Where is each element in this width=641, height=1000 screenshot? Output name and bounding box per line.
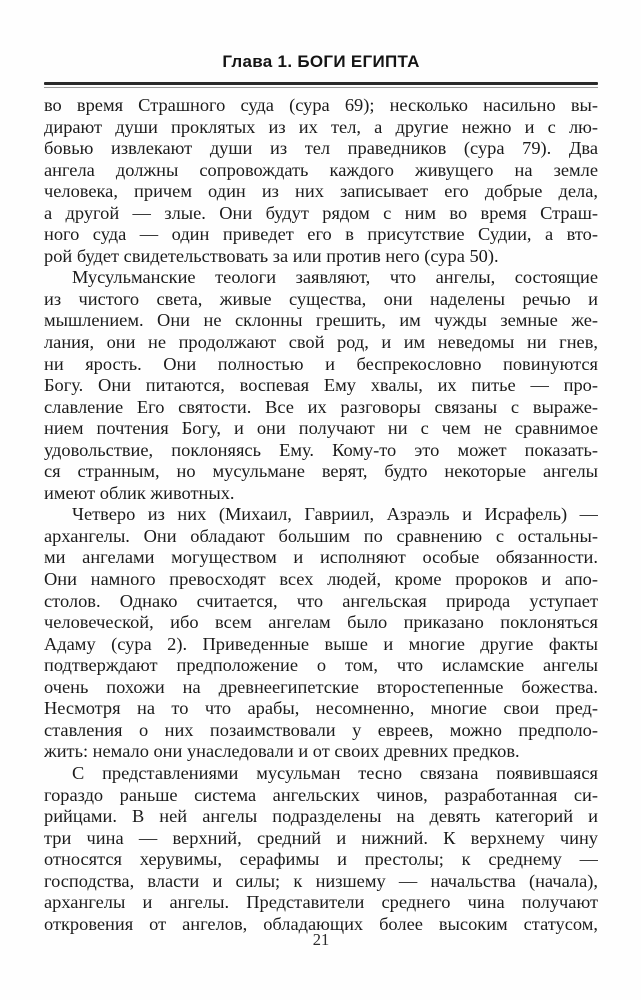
text-line: ни ярость. Они полностью и беспрекословно повинуются: [44, 353, 598, 374]
text-line: подтверждают предположение о том, что исламские ангелы: [44, 655, 598, 676]
text-line: Богу. Они питаются, воспевая Ему хвалы, их питье — про-: [44, 375, 598, 396]
text-line: архангелы. Они обладают большим по сравнению с остальны-: [44, 525, 598, 546]
text-line: Четверо из них (Михаил, Гавриил, Азраэль и Исрафель) —: [72, 504, 598, 525]
text-line: лания, они не продолжают свой род, и им неведомы ни гнев,: [44, 332, 598, 353]
text-line: нием почтения Богу, и они получают ни с чем не сравнимое: [44, 418, 598, 439]
text-line: жить: немало они унаследовали и от своих древних предков.: [44, 741, 520, 762]
text-line: ного суда — один приведет его в присутствие Судии, а вто-: [44, 224, 598, 245]
text-line: архангелы и ангелы. Представители среднего чина получают: [44, 892, 598, 913]
text-line: господства, власти и силы; к низшему — начальства (начала),: [44, 870, 598, 891]
text-line: из чистого света, живые существа, они наделены речью и: [44, 288, 598, 309]
text-line: три чина — верхний, средний и нижний. К верхнему чину: [44, 827, 598, 848]
text-line: рой будет свидетельствовать за или против него (сура 50).: [44, 245, 499, 266]
text-line: Несмотря на то что арабы, несомненно, многие свои пред-: [44, 698, 598, 719]
text-line: ставления о них позаимствовали у евреев, можно предполо-: [44, 719, 598, 740]
text-line: имеют облик животных.: [44, 482, 235, 503]
text-line: а другой — злые. Они будут рядом с ним во время Страш-: [44, 202, 598, 223]
text-line: С представлениями мусульман тесно связана появившаяся: [72, 762, 598, 783]
text-line: дирают души проклятых из их тел, а другие нежно и с лю-: [44, 116, 598, 137]
text-line: мышлением. Они не склонны грешить, им чужды земные же-: [44, 310, 598, 331]
header-rule: [44, 82, 598, 88]
text-line: человеческой, ибо всем ангелам было приказано поклоняться: [44, 612, 598, 633]
text-line: бовью извлекают души из тел праведников (сура 79). Два: [44, 138, 598, 159]
text-line: удовольствие, поклоняясь Ему. Кому-то это может показать-: [44, 439, 598, 460]
text-line: гораздо раньше система ангельских чинов, разработанная си-: [44, 784, 598, 805]
page-number: 21: [312, 930, 330, 949]
text-line: рийцами. В ней ангелы подразделены на девять категорий и: [44, 806, 598, 827]
text-line: славление Его святости. Все их разговоры связаны с выраже-: [44, 396, 598, 417]
text-line: ми ангелами могуществом и исполняют особые обязанности.: [44, 547, 598, 568]
text-line: очень похожи на древнеегипетские второстепенные божества.: [44, 676, 598, 697]
chapter-header-title: Глава 1. БОГИ ЕГИПТА: [222, 52, 420, 71]
header-rule-thin-line: [44, 87, 598, 88]
text-line: столов. Однако считается, что ангельская природа уступает: [44, 590, 598, 611]
text-line: Адаму (сура 2). Приведенные выше и многие другие факты: [44, 633, 598, 654]
body-text: [44, 95, 598, 935]
text-line: Они намного превосходят всех людей, кроме пророков и апо-: [44, 569, 598, 590]
text-line: человека, причем один из них записывает его добрые дела,: [44, 181, 598, 202]
text-line: откровения от ангелов, обладающих более высоким статусом,: [44, 913, 598, 934]
text-line: ангела должны сопровождать каждого живущего на земле: [44, 159, 598, 180]
text-line: во время Страшного суда (сура 69); несколько насильно вы-: [44, 95, 598, 115]
text-line: ся странным, но мусульмане верят, будто некоторые ангелы: [44, 461, 598, 482]
text-line: относятся херувимы, серафимы и престолы; к среднему —: [44, 849, 598, 870]
text-line: Мусульманские теологи заявляют, что ангелы, состоящие: [72, 267, 598, 288]
header-rule-thick-line: [44, 82, 598, 85]
